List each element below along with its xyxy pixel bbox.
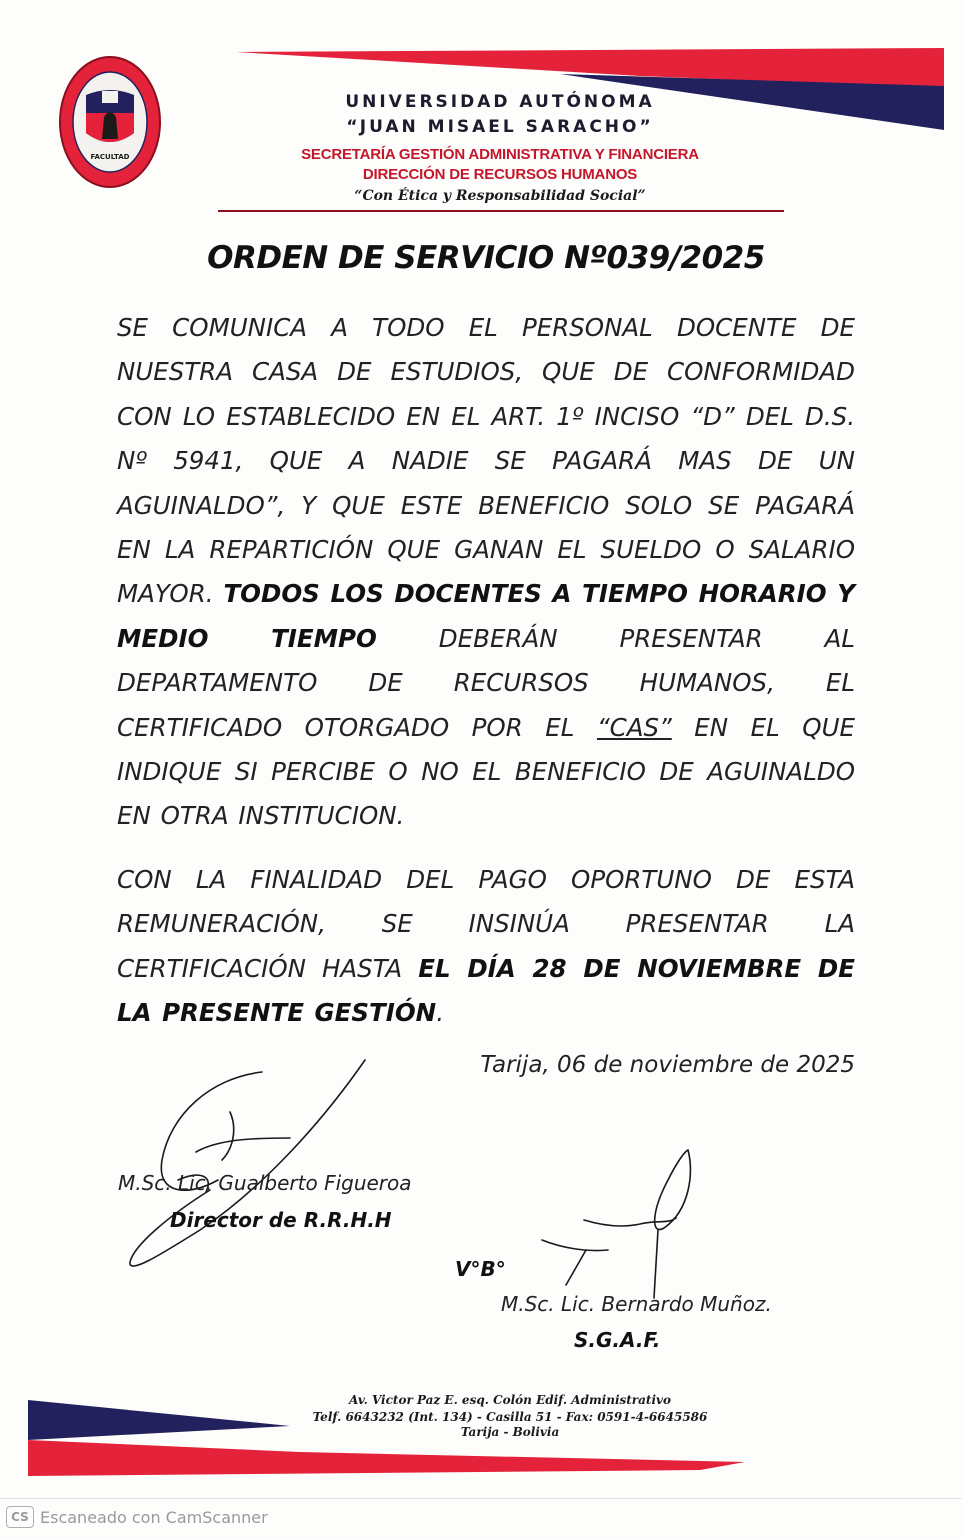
signer-2-role: S.G.A.F. <box>574 1328 661 1352</box>
paragraph-1-text-c: EN EL QUE INDIQUE SI PERCIBE O NO EL BENEFICIO DE AGUINALDO EN OTRA INSTITUCION. <box>117 712 855 831</box>
document-title: ORDEN DE SERVICIO Nº039/2025 <box>207 240 765 276</box>
signer-1-role: Director de R.R.H.H <box>170 1208 392 1232</box>
university-name-line2: “JUAN MISAEL SARACHO” <box>346 117 654 137</box>
header-divider <box>218 210 784 212</box>
paragraph-1-text-b: DEBERÁN PRESENTAR AL DEPARTAMENTO DE RECURSOS HUMANOS, EL CERTIFICADO OTORGADO POR EL <box>117 623 855 742</box>
paragraph-1 <box>117 306 855 839</box>
university-seal-logo <box>58 55 162 189</box>
paragraph-2 <box>117 858 855 1036</box>
cas-underlined: “CAS” <box>596 712 672 742</box>
place-and-date: Tarija, 06 de noviembre de 2025 <box>480 1052 855 1078</box>
footer-navy-stripe <box>28 1400 290 1440</box>
paragraph-2-end: . <box>436 998 444 1028</box>
camscanner-watermark <box>6 1506 268 1528</box>
paragraph-1-text-a: SE COMUNICA A TODO EL PERSONAL DOCENTE DE NUESTRA CASA DE ESTUDIOS, QUE DE CONFORMIDAD CON LO ESTABLECIDO EN EL ART. 1º INCISO “D” DEL D.S. Nº 5941, QUE A NADIE SE PAGARÁ MAS DE UN AGUINALDO”, Y QUE ESTE BENEFICIO SOLO SE PAGARÁ EN LA REPARTICIÓN QUE GANAN EL SUELDO O SALARIO MAYOR. <box>117 313 855 609</box>
institution-motto: “Con Ética y Responsabilidad Social” <box>354 188 646 204</box>
paragraph-1-bold: TODOS LOS DOCENTES A TIEMPO HORARIO Y MEDIO TIEMPO <box>117 579 855 653</box>
signer-1-name: M.Sc. Lic. Gualberto Figueroa <box>118 1171 412 1195</box>
footer-address: Av. Victor Paz E. esq. Colón Edif. Administrativo <box>349 1393 671 1407</box>
signature-1-strokes <box>130 1060 365 1266</box>
svg-text:FACULTAD: FACULTAD <box>90 153 130 161</box>
camscanner-text: Escaneado con CamScanner <box>40 1507 268 1527</box>
scan-edge-line <box>0 1498 962 1499</box>
paragraph-2-bold: EL DÍA 28 DE NOVIEMBRE DE LA PRESENTE GESTIÓN <box>117 953 855 1028</box>
header-red-stripe <box>236 48 944 88</box>
university-name-line1: UNIVERSIDAD AUTÓNOMA <box>345 92 655 112</box>
directorate-name: DIRECCIÓN DE RECURSOS HUMANOS <box>362 166 638 183</box>
paragraph-2-text-a: CON LA FINALIDAD DEL PAGO OPORTUNO DE ESTA REMUNERACIÓN, SE INSINÚA PRESENTAR LA CERTIFICACIÓN HASTA <box>117 865 855 983</box>
approval-mark: V°B° <box>455 1257 506 1281</box>
footer-red-stripe <box>28 1440 745 1476</box>
camscanner-logo-icon: CS <box>6 1506 34 1528</box>
signer-2-name: M.Sc. Lic. Bernardo Muñoz. <box>501 1292 772 1316</box>
footer-city: Tarija - Bolivia <box>460 1425 560 1439</box>
signature-2-strokes <box>542 1150 690 1298</box>
secretariat-name: SECRETARÍA GESTIÓN ADMINISTRATIVA Y FINANCIERA <box>301 146 699 163</box>
footer-contact: Telf. 6643232 (Int. 134) - Casilla 51 - Fax: 0591-4-6645586 <box>312 1410 708 1424</box>
